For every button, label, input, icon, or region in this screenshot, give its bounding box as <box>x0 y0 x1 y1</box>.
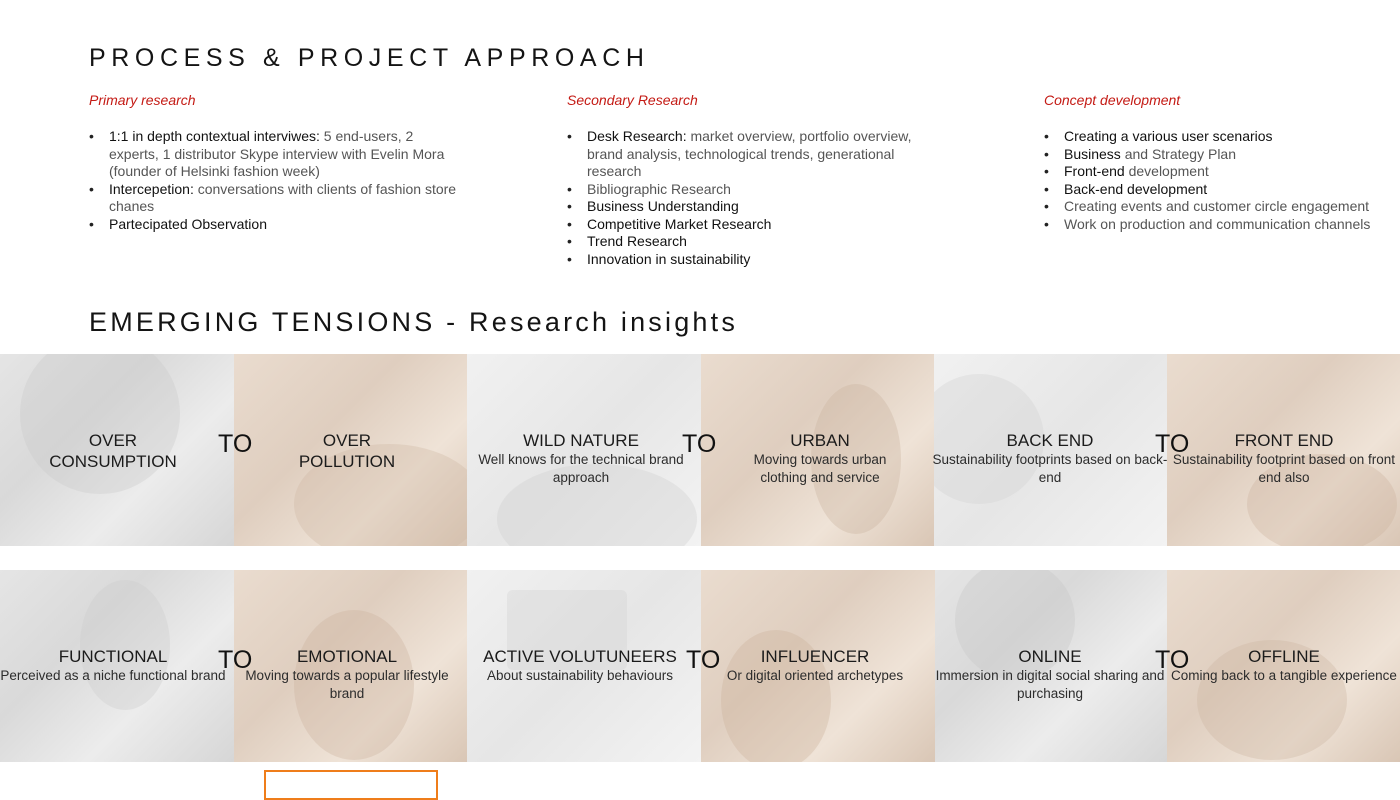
to-connector: TO <box>686 646 721 674</box>
list-item: • Front-end development <box>1044 163 1400 181</box>
bullet-list <box>1044 128 1400 233</box>
highlight-frame <box>264 770 438 800</box>
list-item: • Bibliographic Research <box>567 181 942 199</box>
list-item: • Competitive Market Research <box>567 216 942 234</box>
primary-research-column <box>89 92 464 233</box>
list-item: • 1:1 in depth contextual interviwes: 5 end-users, 2 experts, 1 distributor Skype interview with Evelin Mora (founder of Helsinki fashion week) <box>89 128 464 181</box>
column-heading: Primary research <box>89 92 196 108</box>
to-connector: TO <box>1155 430 1190 458</box>
column-heading: Secondary Research <box>567 92 698 108</box>
concept-development-column <box>1044 92 1400 233</box>
tension-urban: URBAN Moving towards urban clothing and service <box>753 431 887 485</box>
list-item: • Creating events and customer circle engagement <box>1044 198 1400 216</box>
tensions-title: EMERGING TENSIONS - Research insights <box>89 307 739 337</box>
bullet-list <box>567 128 942 268</box>
list-item: • Business Understanding <box>567 198 942 216</box>
to-connector: TO <box>1155 646 1190 674</box>
tension-over-pollution: OVER POLLUTION <box>298 431 396 471</box>
list-item: • Desk Research: market overview, portfolio overview, brand analysis, technological trends, generational research <box>567 128 942 181</box>
tension-front-end: FRONT END Sustainability footprint based on front end also <box>1172 431 1396 485</box>
list-item: • Trend Research <box>567 233 942 251</box>
list-item: • Innovation in sustainability <box>567 251 942 269</box>
tension-back-end: BACK END Sustainability footprints based on back-end <box>932 431 1168 485</box>
bullet-list <box>89 128 464 233</box>
list-item: • Partecipated Observation <box>89 216 464 234</box>
list-item: • Back-end development <box>1044 181 1400 199</box>
list-item: • Business and Strategy Plan <box>1044 146 1400 164</box>
list-item: • Creating a various user scenarios <box>1044 128 1400 146</box>
tension-online: ONLINE Immersion in digital social sharing and purchasing <box>935 647 1165 701</box>
tension-emotional: EMOTIONAL Moving towards a popular lifestyle brand <box>245 647 449 701</box>
tensions-row-2 <box>0 570 1400 762</box>
tension-wild-nature: WILD NATURE Well knows for the technical brand approach <box>478 431 684 485</box>
list-item: • Work on production and communication channels <box>1044 216 1400 234</box>
to-connector: TO <box>682 430 717 458</box>
tensions-row-1 <box>0 354 1400 546</box>
tension-influencer: INFLUENCER Or digital oriented archetypes <box>726 647 904 683</box>
tension-offline: OFFLINE Coming back to a tangible experience <box>1171 647 1397 683</box>
list-item: • Intercepetion: conversations with clients of fashion store chanes <box>89 181 464 216</box>
to-connector: TO <box>218 646 253 674</box>
column-heading: Concept development <box>1044 92 1181 108</box>
to-connector: TO <box>218 430 253 458</box>
tension-over-consumption: OVER CONSUMPTION <box>49 431 177 471</box>
secondary-research-column <box>567 92 942 268</box>
tension-active-volunteers: ACTIVE VOLUTUNEERS About sustainability behaviours <box>483 647 677 683</box>
process-title: PROCESS & PROJECT APPROACH <box>89 44 650 72</box>
tension-functional: FUNCTIONAL Perceived as a niche functional brand <box>0 647 226 683</box>
